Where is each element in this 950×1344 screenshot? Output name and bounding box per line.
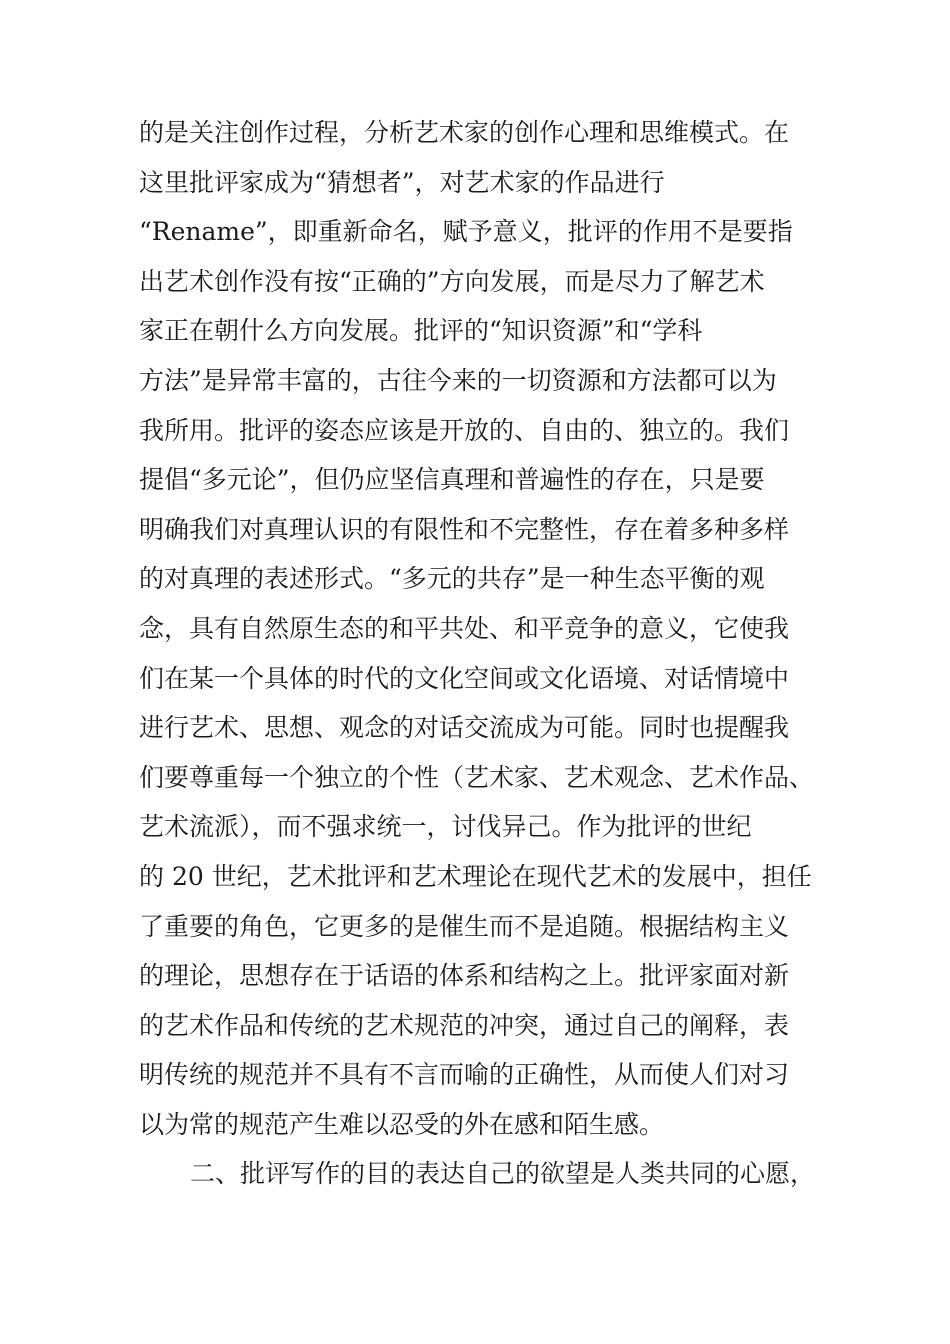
- text-line: 进行艺术、思想、观念的对话交流成为可能。同时也提醒我: [139, 713, 790, 743]
- text-line: 的是关注创作过程，分析艺术家的创作心理和思维模式。在: [139, 118, 790, 147]
- text-line: 的艺术作品和传统的艺术规范的冲突，通过自己的阐释，表: [139, 1010, 790, 1040]
- section-heading-line: 二、批评写作的目的表达自己的欲望是人类共同的心愿，: [190, 1159, 816, 1189]
- text-line: 以为常的规范产生难以忍受的外在感和陌生感。: [139, 1109, 665, 1139]
- text-line: 的对真理的表述形式。“多元的共存”是一种生态平衡的观: [139, 564, 765, 594]
- text-line: 们要尊重每一个独立的个性（艺术家、艺术观念、艺术作品、: [139, 762, 815, 792]
- text-line: “Rename”，即重新命名，赋予意义，批评的作用不是要指: [139, 217, 793, 247]
- text-line: 明确我们对真理认识的有限性和不完整性，存在着多种多样: [139, 514, 790, 544]
- text-line: 的 20 世纪，艺术批评和艺术理论在现代艺术的发展中，担任: [139, 861, 812, 891]
- text-line: 的理论，思想存在于话语的体系和结构之上。批评家面对新: [139, 961, 790, 991]
- text-line: 念，具有自然原生态的和平共处、和平竞争的意义，它使我: [139, 613, 790, 643]
- text-line: 提倡“多元论”，但仍应坚信真理和普遍性的存在，只是要: [139, 465, 765, 495]
- body-text: [139, 108, 829, 1199]
- text-line: 我所用。批评的姿态应该是开放的、自由的、独立的。我们: [139, 415, 790, 445]
- text-line: 了重要的角色，它更多的是催生而不是追随。根据结构主义: [139, 911, 790, 941]
- text-line: 们在某一个具体的时代的文化空间或文化语境、对话情境中: [139, 663, 790, 693]
- text-line: 方法”是异常丰富的，古往今来的一切资源和方法都可以为: [139, 365, 777, 395]
- text-line: 这里批评家成为“猜想者”，对艺术家的作品进行: [139, 167, 665, 197]
- text-line: 家正在朝什么方向发展。批评的“知识资源”和“学科: [139, 316, 703, 346]
- text-line: 出艺术创作没有按“正确的”方向发展，而是尽力了解艺术: [139, 266, 765, 296]
- text-line: 明传统的规范并不具有不言而喻的正确性，从而使人们对习: [139, 1060, 790, 1090]
- text-line: 艺术流派），而不强求统一，讨伐异己。作为批评的世纪: [139, 812, 752, 842]
